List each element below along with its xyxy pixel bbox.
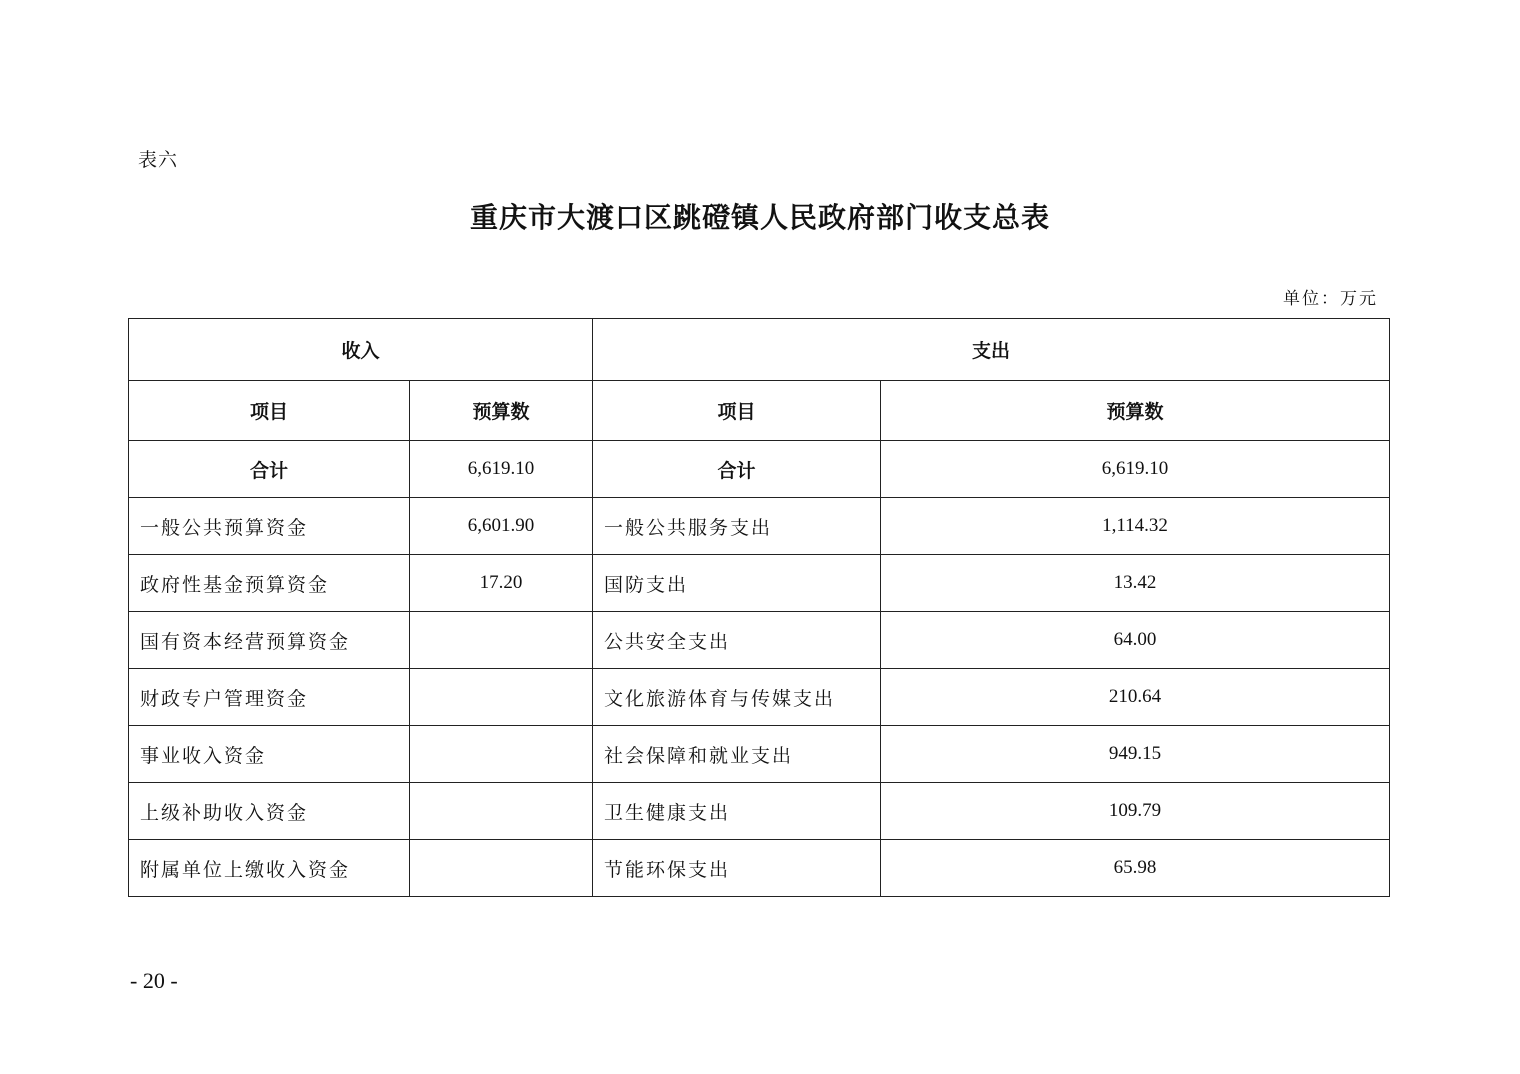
income-budget-header: 预算数 — [410, 381, 593, 441]
page-number: - 20 - — [130, 968, 178, 993]
expense-item: 一般公共服务支出 — [593, 498, 881, 555]
expense-item: 节能环保支出 — [593, 840, 881, 897]
expense-item: 公共安全支出 — [593, 612, 881, 669]
table-row — [129, 555, 1390, 612]
expense-value: 109.79 — [881, 783, 1390, 840]
unit-label: 单位：万元 — [1283, 289, 1378, 309]
income-item: 一般公共预算资金 — [129, 498, 410, 555]
expense-item: 国防支出 — [593, 555, 881, 612]
income-value — [410, 783, 593, 840]
table-row — [129, 783, 1390, 840]
income-value: 6,601.90 — [410, 498, 593, 555]
expense-value: 210.64 — [881, 669, 1390, 726]
expense-item-header: 项目 — [593, 381, 881, 441]
table-row — [129, 612, 1390, 669]
table-row — [129, 726, 1390, 783]
column-header-row — [129, 381, 1390, 441]
income-value — [410, 612, 593, 669]
expense-item: 卫生健康支出 — [593, 783, 881, 840]
expense-value: 949.15 — [881, 726, 1390, 783]
expense-section-header: 支出 — [593, 319, 1390, 381]
income-total-label: 合计 — [129, 441, 410, 498]
table-row — [129, 669, 1390, 726]
income-item: 财政专户管理资金 — [129, 669, 410, 726]
income-value — [410, 726, 593, 783]
income-total-value: 6,619.10 — [410, 441, 593, 498]
income-value — [410, 669, 593, 726]
document-title: 重庆市大渡口区跳磴镇人民政府部门收支总表 — [469, 201, 1050, 234]
expense-value: 1,114.32 — [881, 498, 1390, 555]
income-section-header: 收入 — [129, 319, 593, 381]
budget-summary-table — [128, 318, 1390, 897]
table-row — [129, 840, 1390, 897]
expense-budget-header: 预算数 — [881, 381, 1390, 441]
income-item: 政府性基金预算资金 — [129, 555, 410, 612]
table-label: 表六 — [138, 149, 179, 171]
total-row — [129, 441, 1390, 498]
income-item: 事业收入资金 — [129, 726, 410, 783]
income-item-header: 项目 — [129, 381, 410, 441]
expense-value: 13.42 — [881, 555, 1390, 612]
income-value: 17.20 — [410, 555, 593, 612]
expense-item: 文化旅游体育与传媒支出 — [593, 669, 881, 726]
income-value — [410, 840, 593, 897]
section-header-row — [129, 319, 1390, 381]
expense-total-value: 6,619.10 — [881, 441, 1390, 498]
income-item: 国有资本经营预算资金 — [129, 612, 410, 669]
income-item: 附属单位上缴收入资金 — [129, 840, 410, 897]
income-item: 上级补助收入资金 — [129, 783, 410, 840]
expense-total-label: 合计 — [593, 441, 881, 498]
table-row — [129, 498, 1390, 555]
expense-value: 65.98 — [881, 840, 1390, 897]
expense-value: 64.00 — [881, 612, 1390, 669]
expense-item: 社会保障和就业支出 — [593, 726, 881, 783]
